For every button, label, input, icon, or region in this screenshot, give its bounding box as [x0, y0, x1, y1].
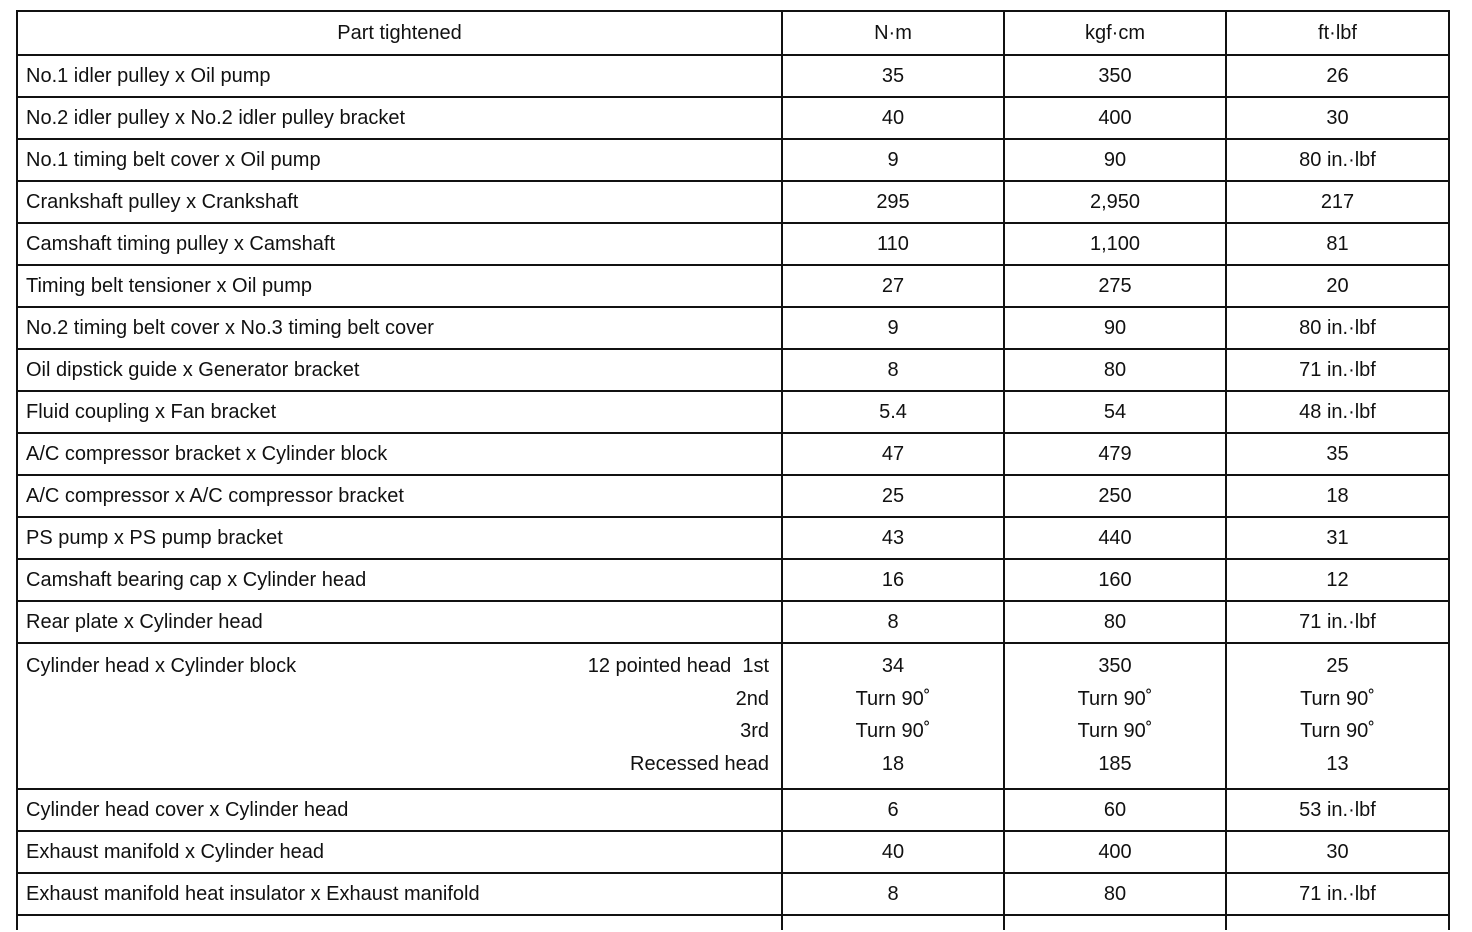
- ft-cell: 71 in.·lbf: [1226, 601, 1449, 643]
- part-cell: [17, 915, 782, 930]
- nm-cell: 16: [782, 559, 1004, 601]
- part-cell: A/C compressor x A/C compressor bracket: [17, 475, 782, 517]
- nm-cell: 40: [782, 97, 1004, 139]
- nm-value: Turn 90˚: [855, 720, 931, 742]
- ft-cell: 80 in.·lbf: [1226, 139, 1449, 181]
- part-cell: Exhaust manifold x Cylinder head: [17, 831, 782, 873]
- table-row: [17, 559, 1449, 601]
- nm-cell: 8: [782, 349, 1004, 391]
- ft-cell: 26: [1226, 55, 1449, 97]
- table-row: [17, 181, 1449, 223]
- kgf-cell: 160: [1004, 559, 1226, 601]
- part-cell: Oil dipstick guide x Generator bracket: [17, 349, 782, 391]
- header-part-tightened: Part tightened: [17, 11, 782, 55]
- part-cell: No.2 timing belt cover x No.3 timing belt cover: [17, 307, 782, 349]
- table-row: [17, 475, 1449, 517]
- table-row: [17, 349, 1449, 391]
- ft-cell: 48 in.·lbf: [1226, 391, 1449, 433]
- kgf-cell: 54: [1004, 391, 1226, 433]
- ft-cell: 53 in.·lbf: [1226, 789, 1449, 831]
- kgf-cell: 90: [1004, 307, 1226, 349]
- kgf-cell: 2,950: [1004, 181, 1226, 223]
- table-row: [17, 55, 1449, 97]
- table-row: [17, 223, 1449, 265]
- header-ft-lbf: ft·lbf: [1226, 11, 1449, 55]
- ft-cell: 35: [1226, 433, 1449, 475]
- ft-cell: 80 in.·lbf: [1226, 307, 1449, 349]
- kgf-cell: 275: [1004, 265, 1226, 307]
- part-cell: No.2 idler pulley x No.2 idler pulley bracket: [17, 97, 782, 139]
- kgf-cell: 80: [1004, 601, 1226, 643]
- torque-table: [16, 10, 1450, 930]
- ft-cell: 71 in.·lbf: [1226, 349, 1449, 391]
- nm-cell: 27: [782, 265, 1004, 307]
- part-cell: Cylinder head cover x Cylinder head: [17, 789, 782, 831]
- ft-cell: 30: [1226, 97, 1449, 139]
- nm-cell: 40: [782, 831, 1004, 873]
- cylinder-head-part-layout: [26, 650, 781, 780]
- part-cell: No.1 timing belt cover x Oil pump: [17, 139, 782, 181]
- kgf-cell: 80: [1004, 349, 1226, 391]
- ft-cell: 71 in.·lbf: [1226, 873, 1449, 915]
- ft-value: Turn 90˚: [1300, 687, 1375, 710]
- cylinder-head-part-label: Cylinder head x Cylinder block: [26, 655, 297, 677]
- ft-cell: 18: [1226, 475, 1449, 517]
- ft-value: Turn 90˚: [1300, 720, 1375, 742]
- part-cell: Rear plate x Cylinder head: [17, 601, 782, 643]
- part-cell: Crankshaft pulley x Crankshaft: [17, 181, 782, 223]
- kgf-value: Turn 90˚: [1077, 720, 1153, 742]
- ft-cell: 217: [1226, 181, 1449, 223]
- table-row: [17, 307, 1449, 349]
- table-row: [17, 265, 1449, 307]
- table-row: [17, 789, 1449, 831]
- kgf-cell: 80: [1004, 873, 1226, 915]
- step-label-2nd: 2nd: [735, 687, 769, 710]
- cylinder-head-ft-cell: [1226, 643, 1449, 789]
- ft-cell: 81: [1226, 223, 1449, 265]
- kgf-value: 350: [1098, 655, 1132, 677]
- table-row: [17, 517, 1449, 559]
- header-nm: N·m: [782, 11, 1004, 55]
- ft-cell: 20: [1226, 265, 1449, 307]
- table-row: [17, 831, 1449, 873]
- part-cell: No.1 idler pulley x Oil pump: [17, 55, 782, 97]
- ft-cell: 12: [1226, 559, 1449, 601]
- ft-cell: 30: [1226, 831, 1449, 873]
- part-cell: Fluid coupling x Fan bracket: [17, 391, 782, 433]
- nm-cell: [782, 915, 1004, 930]
- nm-cell: 295: [782, 181, 1004, 223]
- kgf-cell: [1004, 915, 1226, 930]
- kgf-cell: 400: [1004, 97, 1226, 139]
- nm-cell: 25: [782, 475, 1004, 517]
- table-row: [17, 601, 1449, 643]
- part-cell: Exhaust manifold heat insulator x Exhaust manifold: [17, 873, 782, 915]
- nm-value: 34: [881, 655, 905, 677]
- header-kgf-cm: kgf·cm: [1004, 11, 1226, 55]
- nm-cell: 9: [782, 307, 1004, 349]
- nm-value: Turn 90˚: [855, 687, 931, 710]
- part-cell: Camshaft timing pulley x Camshaft: [17, 223, 782, 265]
- table-row: [17, 97, 1449, 139]
- nm-cell: 8: [782, 873, 1004, 915]
- cylinder-head-nm-cell: [782, 643, 1004, 789]
- step-label-recessed: Recessed head: [630, 752, 769, 775]
- ft-value: 13: [1326, 752, 1349, 775]
- nm-cell: 6: [782, 789, 1004, 831]
- nm-cell: 9: [782, 139, 1004, 181]
- part-cell: Camshaft bearing cap x Cylinder head: [17, 559, 782, 601]
- kgf-cell: 400: [1004, 831, 1226, 873]
- part-cell: A/C compressor bracket x Cylinder block: [17, 433, 782, 475]
- nm-cell: 8: [782, 601, 1004, 643]
- kgf-value: Turn 90˚: [1077, 687, 1153, 710]
- kgf-cell: 250: [1004, 475, 1226, 517]
- nm-cell: 110: [782, 223, 1004, 265]
- step-label-3rd: 3rd: [740, 720, 769, 742]
- kgf-cell: 90: [1004, 139, 1226, 181]
- kgf-cell: 1,100: [1004, 223, 1226, 265]
- kgf-value: 185: [1098, 752, 1132, 775]
- torque-spec-sheet: [16, 10, 1448, 930]
- nm-cell: 5.4: [782, 391, 1004, 433]
- cylinder-head-kgf-cell: [1004, 643, 1226, 789]
- cylinder-head-row: [17, 643, 1449, 789]
- part-cell: Timing belt tensioner x Oil pump: [17, 265, 782, 307]
- step-label-1st: 12 pointed head 1st: [587, 655, 769, 677]
- kgf-cell: 60: [1004, 789, 1226, 831]
- kgf-cell: 479: [1004, 433, 1226, 475]
- table-row: [17, 391, 1449, 433]
- nm-cell: 35: [782, 55, 1004, 97]
- nm-cell: 43: [782, 517, 1004, 559]
- nm-cell: 47: [782, 433, 1004, 475]
- header-row: [17, 11, 1449, 55]
- table-body: [17, 55, 1449, 930]
- kgf-cell: 350: [1004, 55, 1226, 97]
- table-row: [17, 873, 1449, 915]
- table-row-partial: [17, 915, 1449, 930]
- table-row: [17, 139, 1449, 181]
- nm-value: 18: [881, 752, 905, 775]
- kgf-cell: 440: [1004, 517, 1226, 559]
- ft-value: 25: [1326, 655, 1349, 677]
- cylinder-head-steps: [588, 650, 769, 780]
- cylinder-head-part-cell: [17, 643, 782, 789]
- table-row: [17, 433, 1449, 475]
- ft-cell: 31: [1226, 517, 1449, 559]
- ft-cell: [1226, 915, 1449, 930]
- part-cell: PS pump x PS pump bracket: [17, 517, 782, 559]
